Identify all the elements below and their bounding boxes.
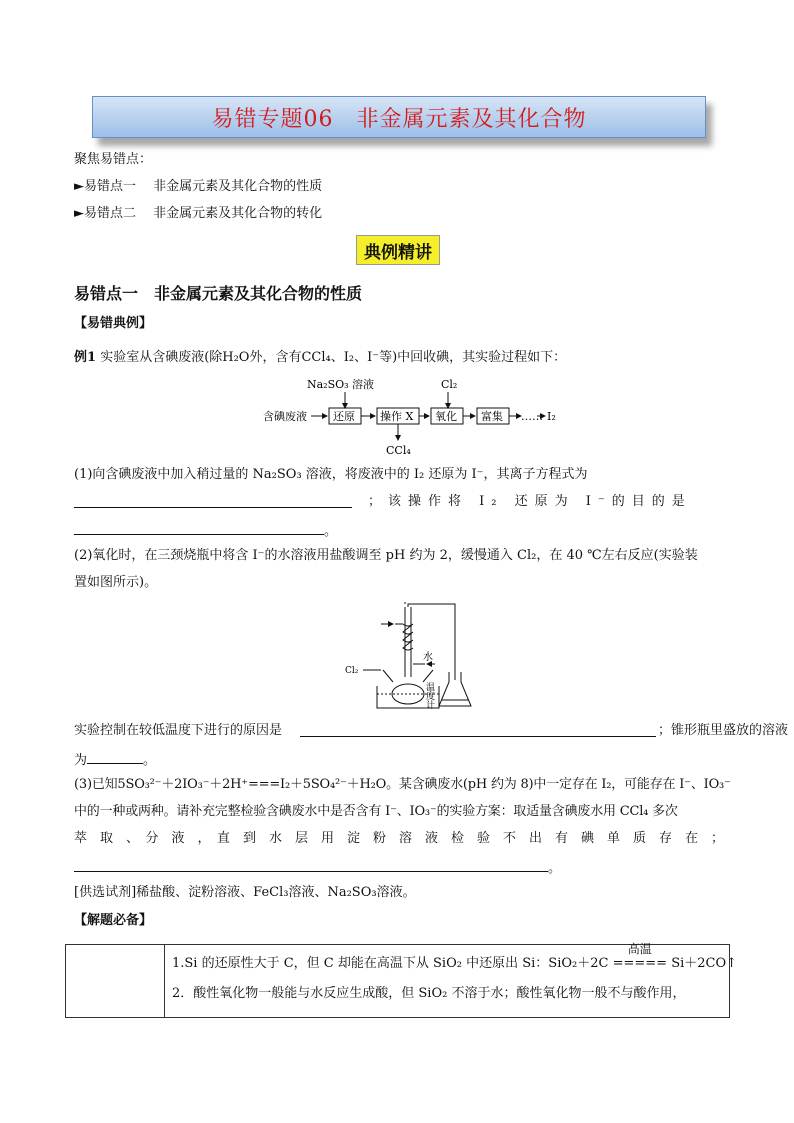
title-banner	[92, 96, 706, 138]
apparatus-label-water: 水	[423, 652, 433, 663]
flow-step-op-x: 操作 X	[380, 410, 414, 423]
flow-start: 含碘废液	[263, 410, 307, 423]
reaction-equals: =====	[612, 956, 668, 971]
q2-reason-text: 实验控制在较低温度下进行的原因是	[74, 723, 283, 738]
flow-step-reduce: 还原	[333, 410, 355, 423]
q1-answer-blank-2[interactable]	[74, 520, 324, 535]
q2-line1: (2)氧化时，在三颈烧瓶中将含 I⁻的水溶液用盐酸调至 pH 约为 2，缓慢通入 Cl₂，在 40 ℃左右反应(实验装	[74, 548, 698, 563]
flow-step-oxidize: 氧化	[435, 410, 457, 423]
q2-end-mark: 。	[143, 753, 157, 768]
flow-end: I₂	[547, 410, 556, 423]
process-flow-diagram	[255, 372, 575, 462]
q2-answer-blank-2[interactable]	[87, 749, 143, 764]
q1-line1: (1)向含碘废液中加入稍过量的 Na₂SO₃ 溶液，将废液中的 I₂ 还原为 I⁻，其离子方程式为	[74, 467, 588, 482]
q1-answer-blank-1[interactable]	[74, 493, 352, 508]
q2-line2: 置如图所示)。	[74, 575, 158, 590]
q1-line2	[74, 493, 724, 511]
q3-line3: 萃 取 、 分 液 ， 直 到 水 层 用 淀 粉 溶 液 检 验 不 出 有 碘 单 质 存 在 ；	[74, 831, 725, 846]
apparatus-diagram	[345, 602, 485, 714]
q3-line2: 中的一种或两种。请补充完整检验含碘废水中是否含有 I⁻、IO₃⁻的实验方案：取适量含碘废水用 CCl₄ 多次	[74, 804, 678, 819]
example-label: 例1	[74, 350, 97, 365]
q2-wei: 为	[74, 753, 88, 768]
q2-line4	[74, 749, 156, 767]
heading-error-point-1: 易错点一 非金属元素及其化合物的性质	[74, 284, 363, 303]
flow-dots: ……	[521, 410, 543, 423]
reaction-condition	[612, 942, 668, 973]
flow-step-enrich: 富集	[481, 410, 503, 423]
q3-end-mark: 。	[548, 861, 562, 876]
q2-line3	[74, 722, 789, 740]
focus-label: 聚焦易错点：	[74, 152, 153, 167]
focus-point-2: ►易错点二 非金属元素及其化合物的转化	[74, 206, 323, 221]
table-row-1	[172, 942, 738, 973]
q2-answer-blank-1[interactable]	[300, 722, 656, 737]
q3-answer-blank[interactable]	[74, 857, 548, 872]
example-intro	[74, 349, 566, 367]
table-row-1-text: 1.Si 的还原性大于 C，但 C 却能在高温下从 SiO₂ 中还原出 Si：SiO₂＋2C	[172, 956, 609, 971]
section-tag	[356, 235, 440, 265]
essentials-table	[65, 942, 738, 1018]
table-row-1-products: Si＋2CO↑	[671, 956, 738, 971]
q1-purpose-text: ；该操作将 I₂ 还原为 I⁻的目的是	[368, 494, 692, 509]
flow-reagent-na2so3: Na₂SO₃ 溶液	[307, 378, 375, 391]
example-tag: 【易错典例】	[74, 316, 153, 331]
q3-line4	[74, 857, 561, 875]
essentials-tag: 【解题必备】	[74, 913, 153, 928]
section-tag-label: 典例精讲	[364, 242, 432, 263]
apparatus-label-thermometer: 温度计	[424, 682, 434, 709]
example-intro-text: 实验室从含碘废液(除H₂O外，含有CCl₄、I₂、I⁻等)中回收碘，其实验过程如下：	[100, 350, 567, 365]
apparatus-label-cl2: Cl₂	[345, 666, 359, 676]
table-row-2: 2．酸性氧化物一般能与水反应生成酸，但 SiO₂ 不溶于水；酸性氧化物一般不与酸作用，	[172, 986, 686, 1001]
supplied-reagents: [供选试剂]稀盐酸、淀粉溶液、FeCl₃溶液、Na₂SO₃溶液。	[74, 885, 416, 900]
q1-line3	[74, 520, 337, 538]
q2-flask-text: ；锥形瓶里盛放的溶液	[658, 723, 789, 738]
q3-line1: (3)已知5SO₃²⁻＋2IO₃⁻＋2H⁺===I₂＋5SO₄²⁻＋H₂O。某含碘废水(pH 约为 8)中一定存在 I₂，可能存在 I⁻、IO₃⁻	[74, 777, 731, 792]
focus-point-1: ►易错点一 非金属元素及其化合物的性质	[74, 179, 323, 194]
reaction-condition-label: 高温	[627, 942, 652, 956]
flow-reagent-cl2: Cl₂	[441, 378, 458, 391]
page-title: 易错专题06 非金属元素及其化合物	[211, 106, 587, 132]
table-column-divider	[164, 945, 165, 1017]
q1-end-mark: 。	[324, 524, 338, 539]
flow-bottom-ccl4: CCl₄	[386, 444, 411, 457]
